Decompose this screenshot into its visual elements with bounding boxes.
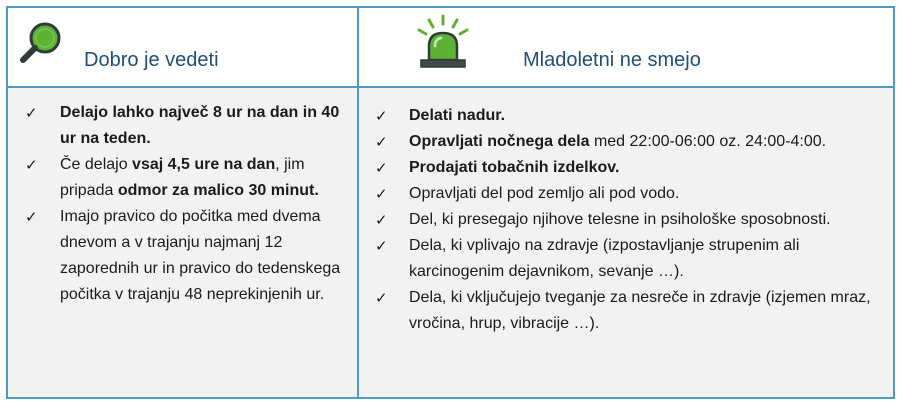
checkmark-icon: ✓ [375,107,388,125]
checkmark-icon: ✓ [25,156,38,174]
item-text: odmor za malico 30 minut. [117,182,319,199]
item-text: Delajo lahko največ 8 ur na dan in 40 ur na teden. [60,104,340,147]
header-good-to-know [8,8,359,88]
item-text: Če delajo [60,156,133,173]
item-text: vsaj 4,5 ure na dan [132,156,276,173]
magnifier-icon [17,20,63,66]
item-text: Dela, ki vključujejo tveganje za nesreče in zdravje (izjemen mraz, vročina, hrup, vibracije …). [409,289,871,332]
list-item [359,181,889,207]
item-text: med 22:00-06:00 oz. 24:00-4:00. [589,133,827,150]
list-item [359,285,889,337]
minors-must-not-list [359,103,889,337]
item-text: Del, ki presegajo njihove telesne in psihološke sposobnosti. [409,211,831,228]
list-item [359,233,889,285]
item-text: Dela, ki vplivajo na zdravje (izpostavljanje strupenim ali karcinogenim dejavnikom, sevanje …). [409,237,800,280]
title-good-to-know: Dobro je vedeti [84,49,219,71]
good-to-know-list [8,100,348,308]
header-minors-must-not [359,8,893,88]
item-text: , jim pripada [60,156,305,199]
list-item [8,204,348,308]
list-item [8,100,348,152]
item-text: Imajo pravico do počitka med dvema dnevom a v trajanju najmanj 12 zaporednih ur in pravico do tedenskega počitka v trajanju 48 neprekinjenih ur. [60,208,341,303]
list-item [8,152,348,204]
list-item [359,155,889,181]
checkmark-icon: ✓ [375,185,388,203]
checkmark-icon: ✓ [375,237,388,255]
list-item [359,103,889,129]
checkmark-icon: ✓ [375,289,388,307]
checkmark-icon: ✓ [375,211,388,229]
info-table [6,6,895,399]
checkmark-icon: ✓ [375,133,388,151]
warning-beacon-icon [411,14,475,70]
title-minors-must-not: Mladoletni ne smejo [523,49,701,71]
good-to-know-panel [8,88,359,397]
minors-must-not-panel [359,88,893,397]
item-text: Delati nadur. [409,107,506,124]
item-text: Opravljati del pod zemljo ali pod vodo. [409,185,680,202]
list-item [359,207,889,233]
checkmark-icon: ✓ [25,208,38,226]
item-text: Opravljati nočnega dela [409,133,590,150]
list-item [359,129,889,155]
item-text: Prodajati tobačnih izdelkov. [409,159,620,176]
checkmark-icon: ✓ [25,104,38,122]
checkmark-icon: ✓ [375,159,388,177]
